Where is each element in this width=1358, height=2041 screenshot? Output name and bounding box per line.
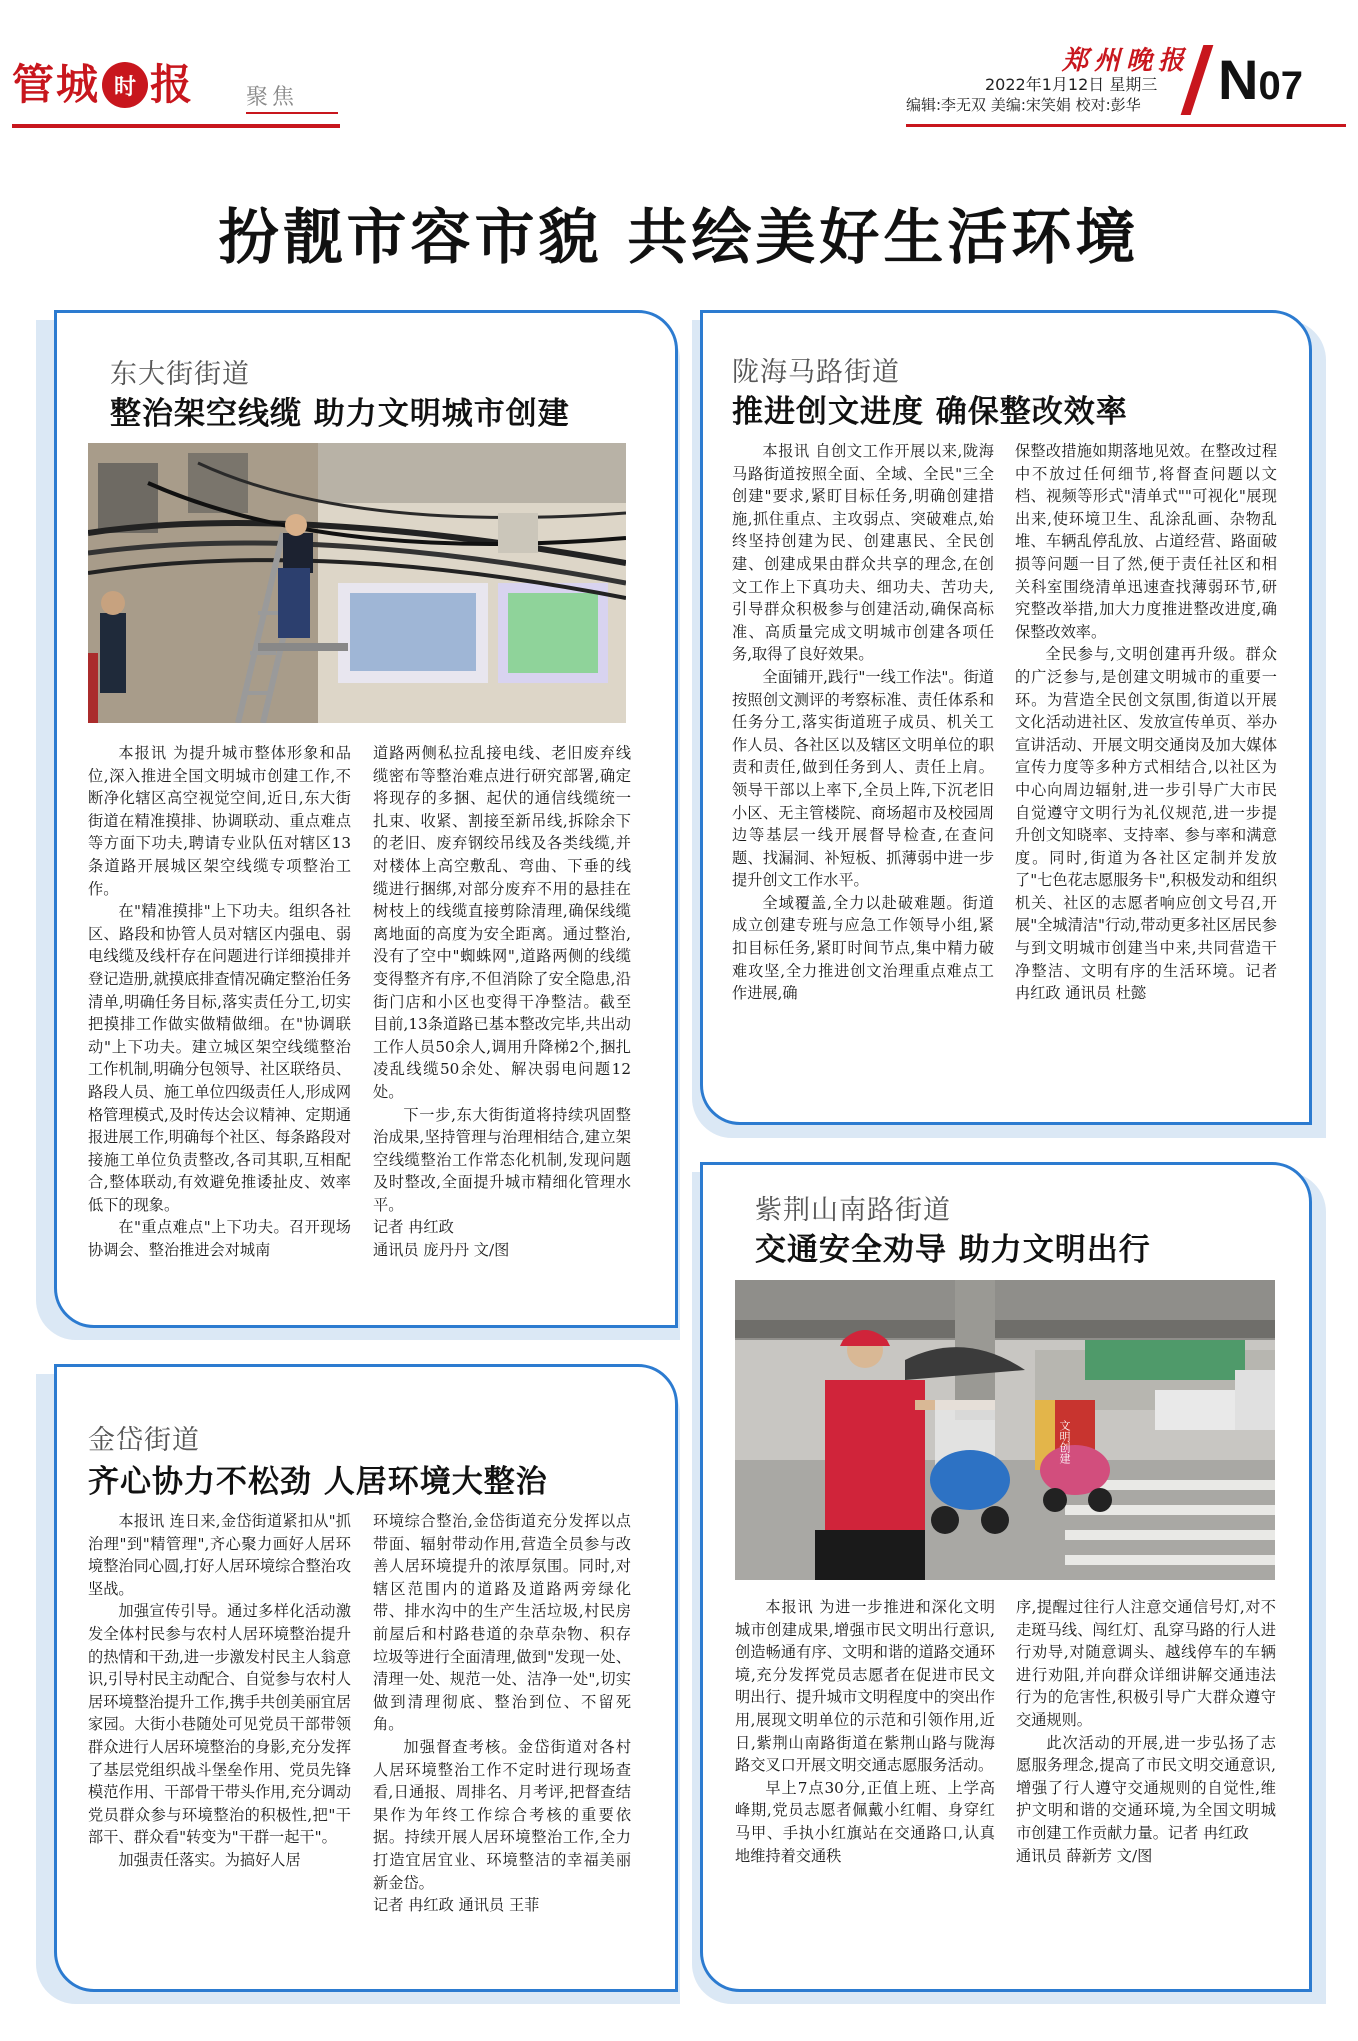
traffic-photo xyxy=(735,1280,1275,1580)
photo-cable-workers xyxy=(88,443,626,723)
newspaper-logo: 郑州晚报 xyxy=(1062,46,1191,76)
paragraph: 序,提醒过往行人注意交通信号灯,对不走斑马线、闯红灯、乱穿马路的行人进行劝导,对随意调头、越线停车的车辆进行劝阻,并向群众详细讲解交通违法行为的危害性,积极引导广大群众遵守交通规则。 xyxy=(1016,1598,1276,1729)
paragraph: 在"重点难点"上下功夫。召开现场协调会、整治推进会对城南 xyxy=(88,1218,351,1260)
article-column xyxy=(373,742,631,1262)
article-subhead: 整治架空线缆 助力文明城市创建 xyxy=(110,396,570,432)
byline: 记者 冉红政 xyxy=(373,1218,454,1237)
paragraph: 全面铺开,践行"一线工作法"。街道按照创文测评的考察标准、责任体系和任务分工,落实街道班子成员、机关工作人员、各社区以及辖区文明单位的职责和责任,做到任务到人、责任上肩。领导干部以上率下,全员上阵,下沉老旧小区、无主管楼院、商场超市及校园周边等基层一线开展督导检查,在查问题、找漏洞、补短板、抓薄弱中进一步提升创文工作水平。 xyxy=(732,667,994,890)
masthead-rule xyxy=(12,124,340,128)
article-subhead: 齐心协力不松劲 人居环境大整治 xyxy=(88,1464,548,1500)
paragraph: 加强督查考核。金岱街道对各村人居环境整治工作不定时进行现场查看,日通报、周排名、月考评,把督查结果作为年终工作综合考核的重要依据。持续开展人居环境整治工作,全力打造宜居宜业、环境整洁的幸福美丽新金岱。 xyxy=(373,1737,631,1892)
paragraph: 本报讯 为提升城市整体形象和品位,深入推进全国文明城市创建工作,不断净化辖区高空视觉空间,近日,东大街街道在精准摸排、协调联动、重点难点等方面下功夫,聘请专业队伍对辖区13条道路开展城区架空线缆专项整治工作。 xyxy=(88,744,351,898)
article-column xyxy=(373,1510,631,1917)
paragraph: 环境综合整治,金岱街道充分发挥以点带面、辐射带动作用,营造全员参与改善人居环境提升的浓厚氛围。同时,对辖区范围内的道路及道路两旁绿化带、排水沟中的生产生活垃圾,村民房前屋后和村路巷道的杂草杂物、积存垃圾等进行全面清理,做到"发现一处、清理一处、规范一处、洁净一处",切实做到清理彻底、整治到位、不留死角。 xyxy=(373,1512,631,1734)
paragraph: 道路两侧私拉乱接电线、老旧废弃线缆密布等整治难点进行研究部署,确定将现存的多捆、起伏的通信线缆统一扎束、收紧、割接至新吊线,拆除余下的老旧、废弃钢绞吊线及各类线缆,并对楼体上高空敷乱、弯曲、下垂的线缆进行捆绑,对部分废弃不用的悬挂在树枝上的线缆直接剪除清理,确保线缆离地面的高度为安全距离。通过整治,没有了空中"蜘蛛网",道路两侧的线缆变得整齐有序,不但消除了安全隐患,沿街门店和小区也变得干净整洁。截至目前,13条道路已基本整改完毕,共出动工作人员50余人,调用升降梯2个,捆扎凌乱线缆50余处、解决弱电问题12处。 xyxy=(373,744,631,1101)
article-kicker: 紫荆山南路街道 xyxy=(755,1195,951,1226)
paragraph: 全域覆盖,全力以赴破难题。街道成立创建专班与应急工作领导小组,紧扣目标任务,紧盯时间节点,集中精力破难攻坚,全力推进创文治理重点难点工作进展,确 xyxy=(732,893,994,1003)
article-column xyxy=(735,1596,995,1867)
byline: 通讯员 薛新芳 文/图 xyxy=(1016,1846,1153,1865)
article-kicker: 金岱街道 xyxy=(88,1425,200,1456)
article-subhead: 推进创文进度 确保整改效率 xyxy=(732,394,1128,430)
section-underline xyxy=(246,112,338,114)
brand-text-b: 报 xyxy=(150,60,193,109)
paragraph: 早上7点30分,正值上班、上学高峰期,党员志愿者佩戴小红帽、身穿红马甲、手执小红旗站在交通路口,认真地维持着交通秩 xyxy=(735,1778,995,1865)
article-kicker: 东大街街道 xyxy=(110,359,250,390)
paragraph: 加强宣传引导。通过多样化活动激发全体村民参与农村人居环境整治提升的热情和干劲,进一步激发村民主人翁意识,引导村民主动配合、自觉参与农村人居环境整治提升工作,携手共创美丽宜居家园。大街小巷随处可见党员干部带领群众进行人居环境整治的身影,充分发挥了基层党组织战斗堡垒作用、党员先锋模范作用、干部骨干带头作用,充分调动党员群众参与环境整治的积极性,把"干部干、群众看"转变为"干群一起干"。 xyxy=(88,1602,352,1847)
issue-date: 2022年1月12日 星期三 xyxy=(985,75,1158,94)
paragraph: 本报讯 为进一步推进和深化文明城市创建成果,增强市民文明出行意识,创造畅通有序、文明和谐的道路交通环境,充分发挥党员志愿者在促进市民文明出行、提升城市文明程度中的突出作用,展现文明单位的示范和引领作用,近日,紫荆山南路街道在紫荆山路与陇海路交叉口开展文明交通志愿服务活动。 xyxy=(735,1598,995,1775)
cable-work-photo xyxy=(88,443,626,723)
article-subhead: 交通安全劝导 助力文明出行 xyxy=(755,1232,1151,1268)
section-tag: 聚焦 xyxy=(246,85,299,110)
masthead xyxy=(0,0,1358,135)
editor-credits: 编辑:李无双 美编:宋笑娟 校对:彭华 xyxy=(906,96,1141,114)
paragraph: 全民参与,文明创建再升级。群众的广泛参与,是创建文明城市的重要一环。为营造全民创文氛围,街道以开展文化活动进社区、发放宣传单页、举办宣讲活动、开展文明交通岗及加大媒体宣传力度等多种方式相结合,以社区为中心向周边辐射,进一步引导广大市民自觉遵守文明行为礼仪规范,进一步提升创文知晓率、支持率、参与率和满意度。同时,街道为各社区定制并发放了"七色花志愿服务卡",积极发动和组织机关、社区的志愿者响应创文号召,开展"全城清洁"行动,带动更多社区居民参与到文明城市创建当中来,共同营造干净整洁、文明有序的生活环境。记者 冉红政 通讯员 杜懿 xyxy=(1015,645,1277,1003)
article-column xyxy=(1015,440,1277,1005)
byline: 通讯员 庞丹丹 文/图 xyxy=(373,1241,510,1260)
paragraph: 此次活动的开展,进一步弘扬了志愿服务理念,提高了市民文明交通意识,增强了行人遵守交通规则的自觉性,维护文明和谐的交通环境,为全国文明城市创建工作贡献力量。记者 冉红政 xyxy=(1016,1733,1276,1842)
paragraph: 下一步,东大街街道将持续巩固整治成果,坚持管理与治理相结合,建立架空线缆整治工作常态化机制,发现问题及时整改,全面提升城市精细化管理水平。 xyxy=(373,1105,631,1214)
byline: 记者 冉红政 通讯员 王菲 xyxy=(373,1896,540,1915)
photo-traffic-volunteers xyxy=(735,1280,1275,1580)
paragraph: 保整改措施如期落地见效。在整改过程中不放过任何细节,将督查问题以文档、视频等形式"清单式""可视化"展现出来,使环境卫生、乱涂乱画、杂物乱堆、车辆乱停乱放、占道经营、路面破损等问题一目了然,便于责任社区和相关科室围绕清单迅速查找薄弱环节,研究整改举措,加大力度推进整改进度,确保整改效率。 xyxy=(1015,442,1277,641)
article-column xyxy=(732,440,994,1005)
paragraph: 本报讯 自创文工作开展以来,陇海马路街道按照全面、全域、全民"三全创建"要求,紧盯目标任务,明确创建措施,抓住重点、主攻弱点、突破难点,始终坚持创建为民、创建惠民、全民创建、创建成果由群众共享的理念,在创文工作上下真功夫、细功夫、苦功夫,引导群众积极参与创建活动,确保高标准、高质量完成文明城市创建各项任务,取得了良好效果。 xyxy=(732,442,994,664)
brand-badge: 时 xyxy=(102,62,148,108)
banner-text: 文明创建 xyxy=(1058,1420,1071,1464)
article-column xyxy=(88,742,351,1262)
page-number: N07 xyxy=(1218,48,1303,111)
masthead-rule-right xyxy=(906,124,1346,127)
brand-text-a: 管城 xyxy=(12,60,101,109)
paragraph: 在"精准摸排"上下功夫。组织各社区、路段和协管人员对辖区内强电、弱电线缆及线杆存在问题进行详细摸排并登记造册,就摸底排查情况确定整治任务清单,明确任务目标,落实责任分工,切实把摸排工作做实做精做细。在"协调联动"上下功夫。建立城区架空线缆整治工作机制,明确分包领导、社区联络员、路段人员、施工单位四级责任人,形成网格管理模式,及时传达会议精神、定期通报进展工作,明确每个社区、每条路段对接施工单位负责整改,各司其职,互相配合,整体联动,有效避免推诿扯皮、效率低下的现象。 xyxy=(88,902,352,1214)
article-column xyxy=(1016,1596,1276,1867)
article-column xyxy=(88,1510,351,1872)
brand-logo xyxy=(12,62,192,108)
paragraph: 本报讯 连日来,金岱街道紧扣从"抓治理"到"精管理",齐心聚力画好人居环境整治同心圆,打好人居环境综合整治攻坚战。 xyxy=(88,1512,352,1598)
article-kicker: 陇海马路街道 xyxy=(732,357,900,388)
paragraph: 加强责任落实。为搞好人居 xyxy=(118,1850,301,1869)
page-headline: 扮靓市容市貌 共绘美好生活环境 xyxy=(218,203,1140,273)
